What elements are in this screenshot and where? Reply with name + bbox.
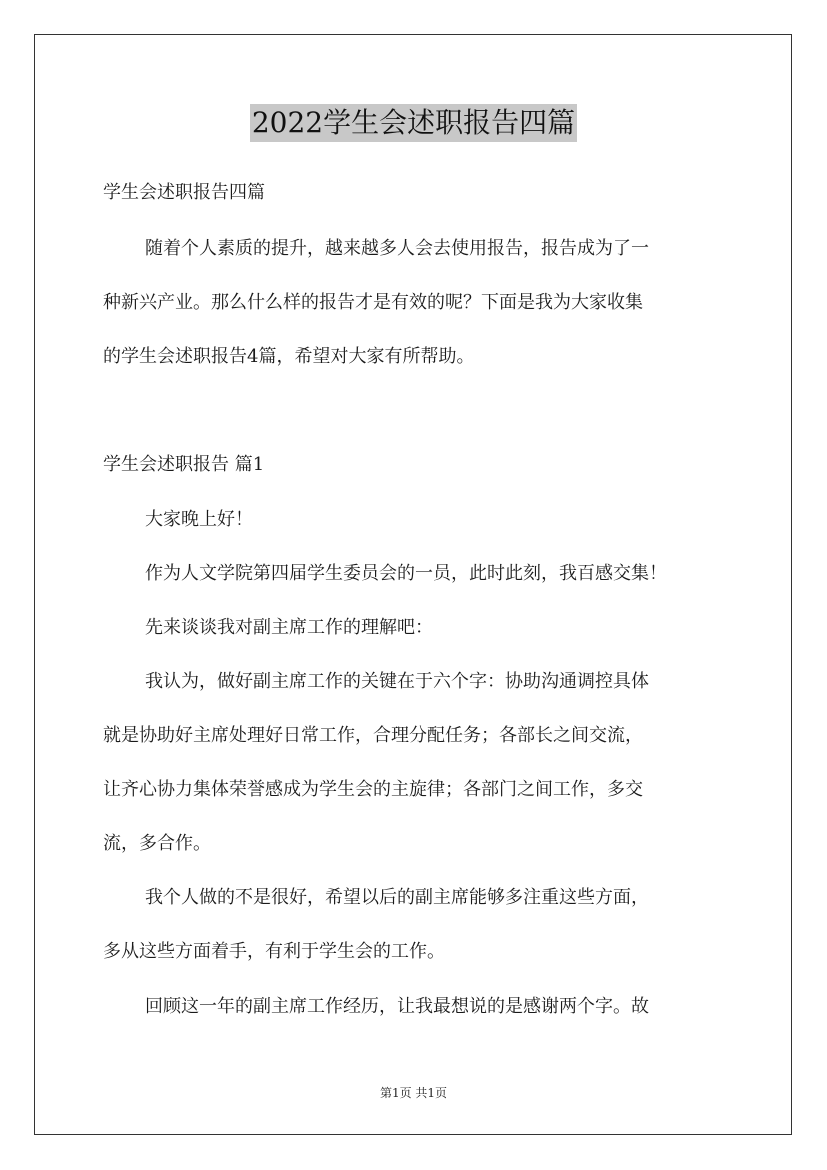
body-paragraph-line: 就是协助好主席处理好日常工作，合理分配任务；各部长之间交流，	[103, 725, 643, 746]
body-paragraph-line: 先来谈谈我对副主席工作的理解吧：	[145, 617, 433, 638]
body-paragraph-line: 流，多合作。	[103, 833, 211, 854]
body-paragraph-line: 大家晚上好！	[145, 509, 253, 530]
intro-paragraph-line: 随着个人素质的提升，越来越多人会去使用报告，报告成为了一	[145, 238, 649, 259]
body-paragraph-line: 我认为，做好副主席工作的关键在于六个字：协助沟通调控具体	[145, 671, 649, 692]
title-container	[0, 104, 827, 142]
section-heading: 学生会述职报告 篇1	[103, 454, 265, 475]
body-paragraph-line: 我个人做的不是很好，希望以后的副主席能够多注重这些方面，	[145, 887, 649, 908]
intro-paragraph-line: 种新兴产业。那么什么样的报告才是有效的呢？下面是我为大家收集	[103, 292, 643, 313]
document-title: 2022学生会述职报告四篇	[250, 104, 577, 142]
body-paragraph-line: 作为人文学院第四届学生委员会的一员，此时此刻，我百感交集！	[145, 563, 667, 584]
document-subtitle: 学生会述职报告四篇	[103, 182, 265, 203]
body-paragraph-line: 多从这些方面着手，有利于学生会的工作。	[103, 941, 445, 962]
page-footer: 第1页 共1页	[379, 1086, 448, 1100]
intro-paragraph-line: 的学生会述职报告4篇，希望对大家有所帮助。	[103, 346, 475, 367]
body-paragraph-line: 让齐心协力集体荣誉感成为学生会的主旋律；各部门之间工作，多交	[103, 779, 643, 800]
body-paragraph-line: 回顾这一年的副主席工作经历，让我最想说的是感谢两个字。故	[145, 996, 649, 1017]
